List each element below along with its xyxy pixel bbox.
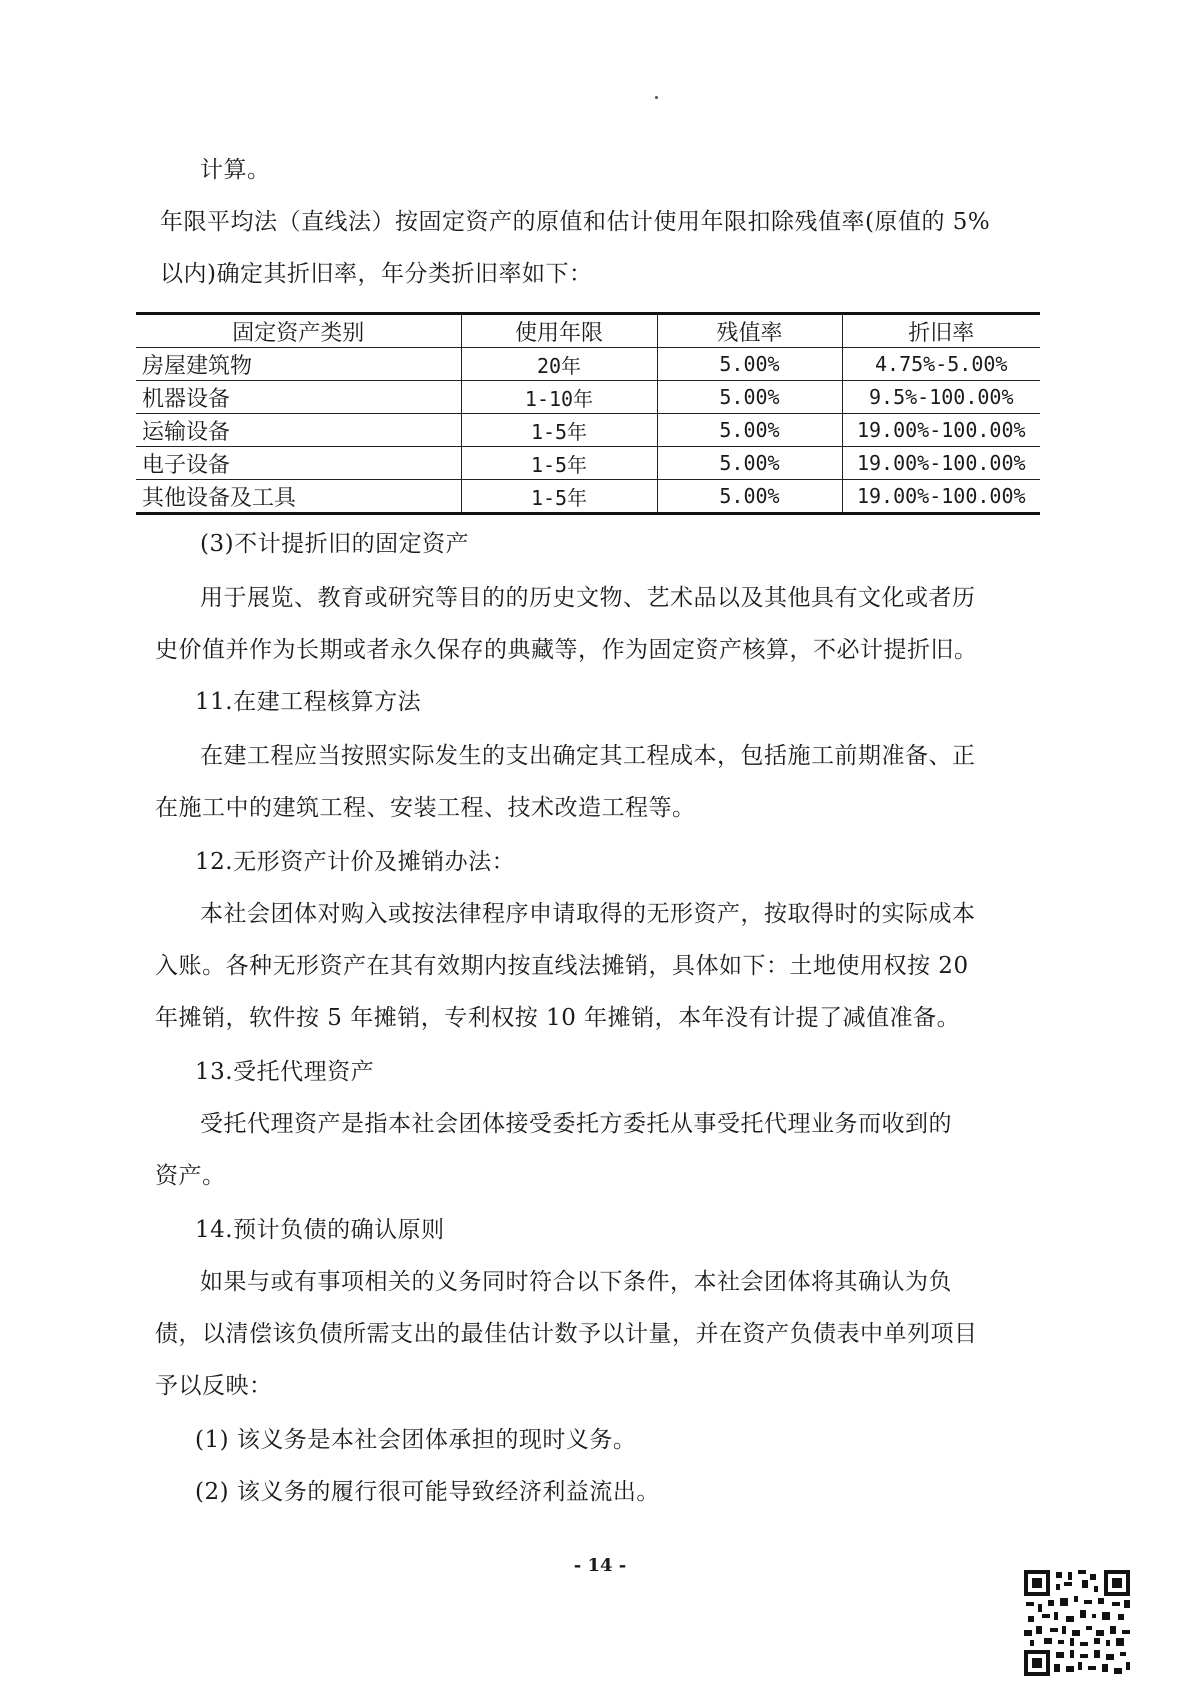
list-item: (1) 该义务是本社会团体承担的现时义务。 [195, 1427, 637, 1453]
table-header-row [136, 314, 1040, 348]
paragraph-line: 在施工中的建筑工程、安装工程、技术改造工程等。 [155, 795, 696, 821]
table-header-cell: 使用年限 [461, 314, 657, 348]
table-row [136, 480, 1040, 514]
table-cell: 5.00% [657, 447, 842, 480]
table-cell: 1-10年 [461, 381, 657, 414]
table-cell: 19.00%-100.00% [842, 414, 1040, 447]
paragraph-line: 用于展览、教育或研究等目的的历史文物、艺术品以及其他具有文化或者历 [200, 585, 976, 611]
table-row [136, 348, 1040, 381]
table-cell: 20年 [461, 348, 657, 381]
section-heading: 11.在建工程核算方法 [195, 689, 422, 715]
table-cell: 1-5年 [461, 414, 657, 447]
table-cell: 5.00% [657, 414, 842, 447]
table-cell: 4.75%-5.00% [842, 348, 1040, 381]
table-cell: 5.00% [657, 480, 842, 514]
paragraph-line: 年摊销，软件按 5 年摊销，专利权按 10 年摊销，本年没有计提了减值准备。 [155, 1005, 961, 1031]
table-header-cell: 残值率 [657, 314, 842, 348]
list-item: (2) 该义务的履行很可能导致经济利益流出。 [195, 1479, 660, 1505]
paragraph-line: 年限平均法（直线法）按固定资产的原值和估计使用年限扣除残值率(原值的 5% [160, 209, 991, 235]
section-heading: (3)不计提折旧的固定资产 [200, 531, 470, 557]
table-cell: 房屋建筑物 [136, 348, 461, 381]
section-heading: 14.预计负债的确认原则 [195, 1217, 445, 1243]
table-cell: 1-5年 [461, 447, 657, 480]
section-heading: 12.无形资产计价及摊销办法： [195, 849, 516, 875]
paragraph-line: 在建工程应当按照实际发生的支出确定其工程成本，包括施工前期准备、正 [200, 743, 976, 769]
section-heading: 13.受托代理资产 [195, 1059, 375, 1085]
table-row [136, 414, 1040, 447]
table-row [136, 447, 1040, 480]
page-number: - 14 - [573, 1555, 627, 1576]
paragraph-line: 计算。 [200, 157, 271, 183]
table-cell: 5.00% [657, 348, 842, 381]
table-row [136, 381, 1040, 414]
table-cell: 9.5%-100.00% [842, 381, 1040, 414]
table-header-cell: 固定资产类别 [136, 314, 461, 348]
paragraph-line: 予以反映： [155, 1373, 273, 1399]
table-cell: 机器设备 [136, 381, 461, 414]
paragraph-line: 入账。各种无形资产在其有效期内按直线法摊销，具体如下：土地使用权按 20 [155, 953, 969, 979]
table-cell: 其他设备及工具 [136, 480, 461, 514]
table-header-cell: 折旧率 [842, 314, 1040, 348]
paragraph-line: 受托代理资产是指本社会团体接受委托方委托从事受托代理业务而收到的 [200, 1111, 952, 1137]
table-cell: 19.00%-100.00% [842, 480, 1040, 514]
table-cell: 1-5年 [461, 480, 657, 514]
paragraph-line: 债，以清偿该负债所需支出的最佳估计数予以计量，并在资产负债表中单列项目 [155, 1321, 978, 1347]
table-cell: 5.00% [657, 381, 842, 414]
table-cell: 19.00%-100.00% [842, 447, 1040, 480]
paragraph-line: 如果与或有事项相关的义务同时符合以下条件，本社会团体将其确认为负 [200, 1269, 952, 1295]
paragraph-line: 以内)确定其折旧率，年分类折旧率如下： [160, 261, 593, 287]
table-cell: 电子设备 [136, 447, 461, 480]
depreciation-table [136, 312, 1040, 515]
qr-code-icon [1022, 1568, 1132, 1678]
scan-speck [655, 96, 658, 99]
table-cell: 运输设备 [136, 414, 461, 447]
paragraph-line: 资产。 [155, 1163, 226, 1189]
paragraph-line: 本社会团体对购入或按法律程序申请取得的无形资产，按取得时的实际成本 [200, 901, 976, 927]
paragraph-line: 史价值并作为长期或者永久保存的典藏等，作为固定资产核算，不必计提折旧。 [155, 637, 978, 663]
